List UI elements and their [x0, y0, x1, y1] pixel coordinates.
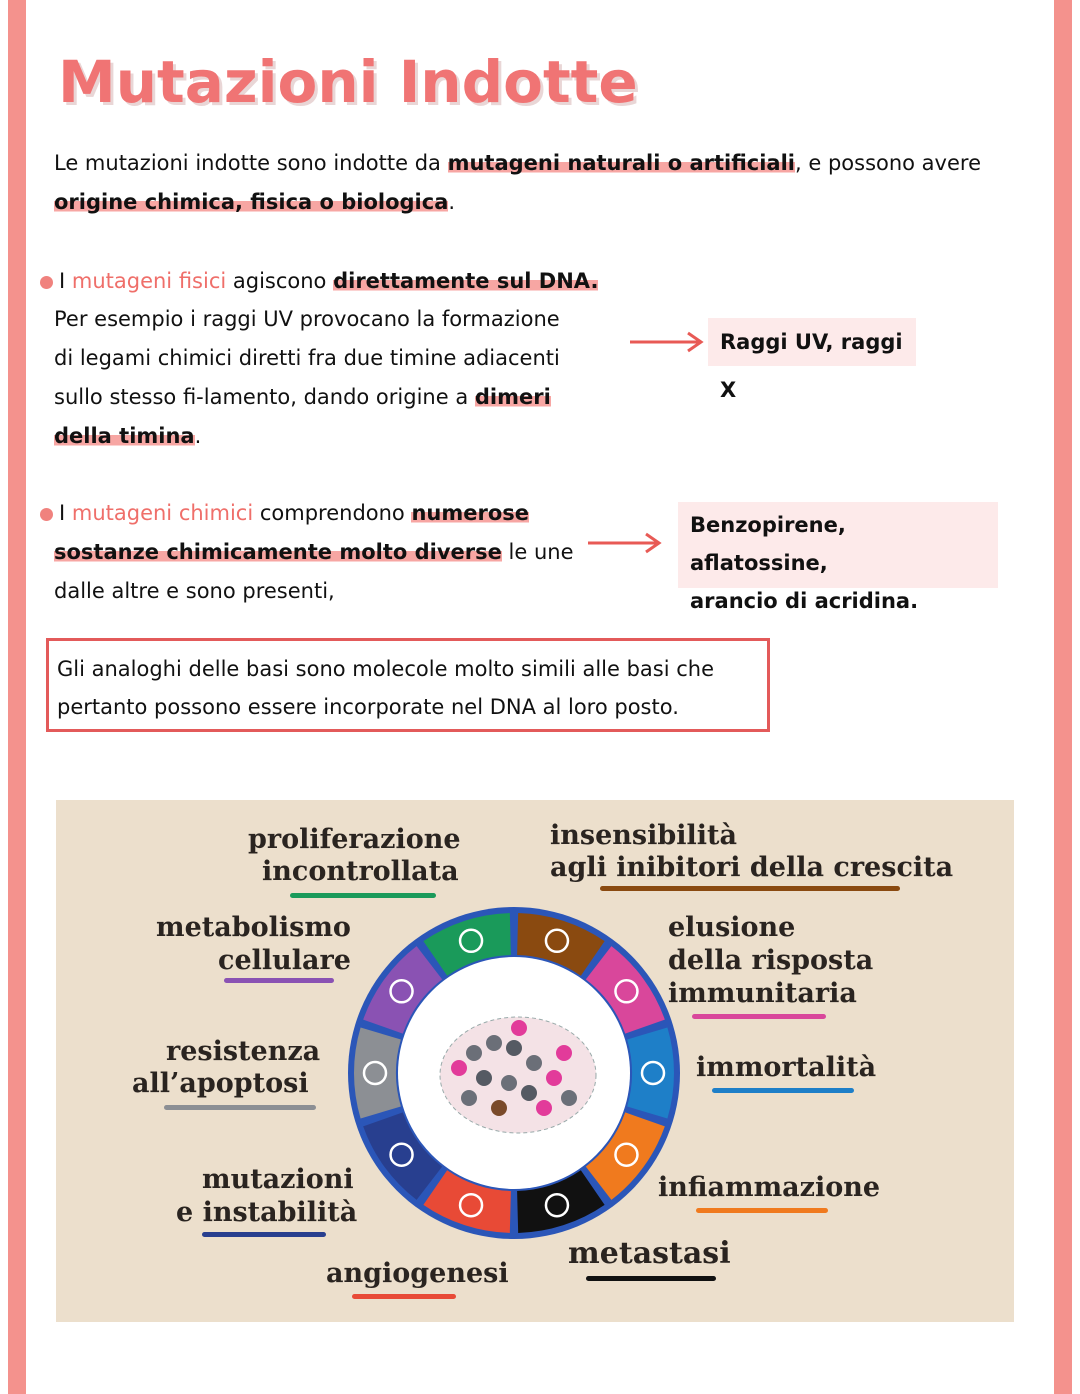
- fisici-highlight: direttamente sul DNA.: [333, 269, 599, 293]
- tumour-cell: [466, 1045, 482, 1061]
- fisici-period: .: [194, 424, 202, 448]
- chimici-prefix: I: [59, 501, 72, 525]
- basi-analoghi-box: [46, 638, 770, 732]
- intro-highlight-2: origine chimica, fisica o biologica: [54, 190, 449, 214]
- chimici-line-3: dalle altre e sono presenti,: [54, 579, 335, 603]
- tumour-cell: [511, 1020, 527, 1036]
- underline-brown: [600, 886, 900, 891]
- chimici-examples: [678, 502, 998, 613]
- right-border: [1054, 0, 1072, 1394]
- intro-period: .: [448, 190, 456, 214]
- hallmarks-wheel: [346, 905, 682, 1241]
- bullet-icon: [40, 508, 53, 521]
- fisici-line-1: [40, 262, 598, 301]
- chimici-highlight-1: numerose: [411, 501, 530, 525]
- underline-navy: [202, 1232, 326, 1237]
- chimici-line-2: [54, 533, 574, 572]
- tumour-cell: [526, 1055, 542, 1071]
- fisici-line-2: Per esempio i raggi UV provocano la formazione: [54, 307, 560, 331]
- label-mutazioni-2: e instabilità: [176, 1197, 358, 1228]
- left-border: [8, 0, 26, 1394]
- tumour-cell: [491, 1100, 507, 1116]
- label-metabolismo-1: metabolismo: [156, 912, 351, 943]
- tumour-cell: [521, 1085, 537, 1101]
- underline-red: [352, 1294, 456, 1299]
- intro-highlight: mutageni naturali o artificiali: [447, 151, 795, 175]
- tumour-cell: [476, 1070, 492, 1086]
- fisici-dimeri: dimeri: [474, 385, 551, 409]
- label-immortalita: immortalità: [696, 1052, 877, 1083]
- chimici-examples-1: Benzopirene, aflatossine,: [690, 513, 846, 575]
- arrow-right-icon: [586, 531, 664, 555]
- underline-black: [586, 1276, 716, 1281]
- label-elusione-1: elusione: [668, 912, 796, 943]
- intro-line-1: [54, 144, 1054, 183]
- label-elusione-3: immunitaria: [668, 978, 857, 1009]
- arrow-right-icon: [628, 330, 706, 354]
- label-infiammazione: infiammazione: [658, 1172, 881, 1203]
- chimici-term: mutageni chimici: [71, 501, 254, 525]
- chimici-highlight-2: sostanze chimicamente molto diverse: [54, 540, 502, 564]
- fisici-line-5: [54, 417, 201, 456]
- label-metastasi: metastasi: [568, 1236, 731, 1271]
- underline-pink: [692, 1014, 826, 1019]
- tumour-cell: [536, 1100, 552, 1116]
- label-insensibilita-1: insensibilità: [550, 820, 737, 851]
- chimici-mid: comprendono: [253, 501, 412, 525]
- chimici-line-2-end: le une: [501, 540, 574, 564]
- box-line-2: pertanto possono essere incorporate nel DNA al loro posto.: [57, 695, 679, 719]
- fisici-mid: agiscono: [226, 269, 334, 293]
- wheel-segment-plus: [354, 1028, 401, 1119]
- wheel-segment-infinity: [627, 1028, 674, 1119]
- underline-gray: [164, 1105, 316, 1110]
- label-metabolismo-2: cellulare: [218, 945, 351, 976]
- fisici-prefix: I: [59, 269, 72, 293]
- fisici-line-3: di legami chimici diretti fra due timine adiacenti: [54, 346, 560, 370]
- label-proliferazione-2: incontrollata: [262, 856, 459, 887]
- intro-text: Le mutazioni indotte sono indotte da: [54, 151, 448, 175]
- fisici-line-4: [54, 378, 551, 417]
- chimici-examples-2: arancio di acridina.: [690, 589, 919, 613]
- label-insensibilita-2: agli inibitori della crescita: [550, 852, 954, 883]
- label-proliferazione-1: proliferazione: [248, 824, 461, 855]
- fisici-timina: della timina: [54, 424, 195, 448]
- underline-blue: [712, 1088, 854, 1093]
- underline-purple: [224, 978, 334, 983]
- label-angiogenesi: angiogenesi: [326, 1258, 509, 1289]
- tumour-cell: [561, 1090, 577, 1106]
- fisici-line-4-text: sullo stesso fi-lamento, dando origine a: [54, 385, 475, 409]
- page-title: Mutazioni Indotte: [58, 48, 638, 116]
- hallmarks-figure: [56, 800, 1014, 1322]
- tumour-cell: [451, 1060, 467, 1076]
- box-line-1: Gli analoghi delle basi sono molecole molto simili alle basi che: [57, 657, 715, 681]
- label-elusione-2: della risposta: [668, 945, 874, 976]
- fisici-examples: Raggi UV, raggi X: [708, 318, 916, 366]
- label-resistenza-2: all’apoptosi: [132, 1068, 309, 1099]
- tumour-cell: [506, 1040, 522, 1056]
- fisici-term: mutageni fisici: [71, 269, 227, 293]
- label-resistenza-1: resistenza: [166, 1036, 321, 1067]
- intro-text-end: , e possono avere: [795, 151, 981, 175]
- tumour-cell: [486, 1035, 502, 1051]
- tumour-cell: [556, 1045, 572, 1061]
- intro-line-2: [54, 183, 455, 222]
- tumour-cell: [501, 1075, 517, 1091]
- tumour-cell: [461, 1090, 477, 1106]
- underline-orange: [696, 1208, 828, 1213]
- tumour-cell: [546, 1070, 562, 1086]
- label-mutazioni-1: mutazioni: [202, 1164, 354, 1195]
- bullet-icon: [40, 276, 53, 289]
- chimici-line-1: [40, 494, 529, 533]
- underline-green: [290, 893, 436, 898]
